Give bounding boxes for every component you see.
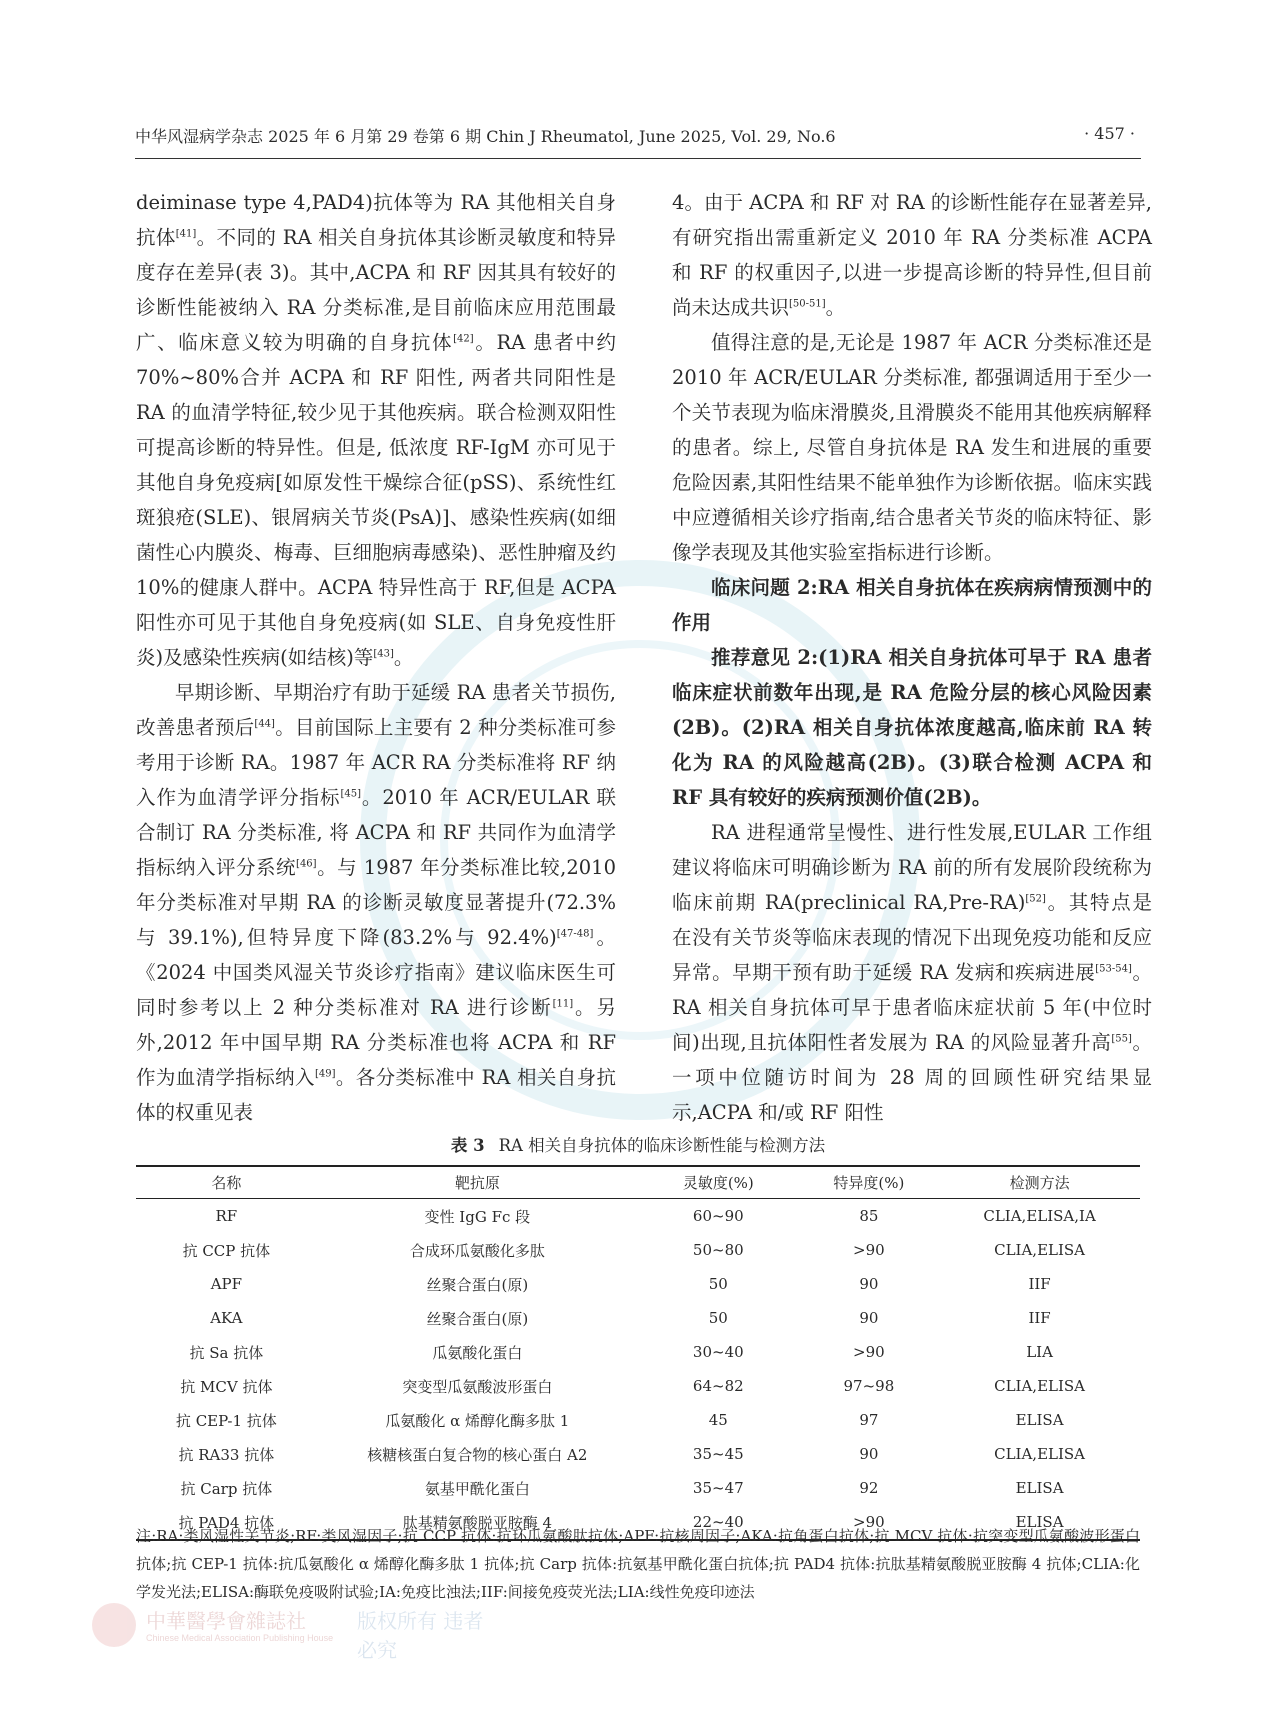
citation-ref: [53-54] xyxy=(1095,963,1132,975)
text-run: 。2010 年 ACR/EULAR 联合制订 RA 分类标准, 将 ACPA 和 RF 共同作为血清学指标纳入评分系统 xyxy=(136,786,616,879)
table-cell: RF xyxy=(215,1207,238,1225)
table-cell: 50~80 xyxy=(692,1241,744,1259)
table-cell: ELISA xyxy=(939,1505,1140,1540)
recommendation: 推荐意见 2:(1)RA 相关自身抗体可早于 RA 患者临床症状前数年出现,是 RA 危险分层的核心风险因素(2B)。(2)RA 相关自身抗体浓度越高,临床前 RA 转化为 RA 的风险越高(2B)。(3)联合检测 ACPA 和 RF 具有较好的疾病预测价值(2B)。 xyxy=(672,646,1152,809)
text-run: 。目前国际上主要有 2 种分类标准可参考用于诊断 RA。1987 年 ACR RA 分类标准将 RF 纳入作为血清学评分指标 xyxy=(136,716,616,809)
citation-ref: [50-51] xyxy=(789,298,826,310)
text-run: 。不同的 RA 相关自身抗体其诊断灵敏度和特异度存在差异(表 3)。其中,ACPA 和 RF 因其具有较好的诊断性能被纳入 RA 分类标准,是目前临床应用范围最广、临床意义较为明确的自身抗体 xyxy=(136,226,616,354)
column-header: 检测方法 xyxy=(939,1166,1140,1199)
table-cell: 丝聚合蛋白(原) xyxy=(426,1309,529,1328)
paragraph xyxy=(136,675,616,1130)
text-run: 4。由于 ACPA 和 RF 对 RA 的诊断性能存在显著差异, 有研究指出需重新定义 2010 年 RA 分类标准 ACPA 和 RF 的权重因子,以进一步提高诊断的特异性,但目前尚未达成共识 xyxy=(672,191,1152,319)
publisher-watermark xyxy=(92,1603,492,1662)
table-row xyxy=(136,1301,1140,1335)
table-cell: CLIA,ELISA xyxy=(994,1377,1086,1395)
citation-ref: [52] xyxy=(1025,893,1046,905)
table-label: 表 3 xyxy=(450,1136,485,1155)
table-cell: 64~82 xyxy=(692,1377,744,1395)
citation-ref: [42] xyxy=(453,333,474,345)
table-row xyxy=(136,1199,1140,1234)
table-caption xyxy=(136,1132,1140,1156)
table-cell: 60~90 xyxy=(692,1207,744,1225)
table-row xyxy=(136,1335,1140,1369)
citation-ref: [49] xyxy=(314,1068,336,1080)
table-cell: 22~40 xyxy=(638,1505,799,1540)
text-run: 。其特点是在没有关节炎等临床表现的情况下出现免疫功能和反应异常。早期干预有助于延缓 RA 发病和疾病进展 xyxy=(672,891,1152,984)
table-row xyxy=(136,1471,1140,1505)
table-cell: 85 xyxy=(859,1207,879,1225)
table-cell: 抗 MCV 抗体 xyxy=(180,1377,273,1396)
text-run: deiminase type 4,PAD4)抗体等为 RA 其他相关自身抗体 xyxy=(136,191,616,249)
citation-ref: [43] xyxy=(373,648,394,660)
table-cell: 35~47 xyxy=(692,1479,744,1497)
text-run: 。与 1987 年分类标准比较,2010 年分类标准对早期 RA 的诊断灵敏度显著提升(72.3%与 39.1%),但特异度下降(83.2%与 92.4%) xyxy=(136,856,616,949)
table-cell: CLIA,ELISA,IA xyxy=(983,1207,1096,1225)
table-cell: 50 xyxy=(708,1275,728,1293)
running-header xyxy=(135,118,1141,159)
citation-ref: [45] xyxy=(340,788,361,800)
table-cell: 氨基甲酰化蛋白 xyxy=(424,1479,530,1498)
left-column xyxy=(136,185,616,1130)
table-cell: 90 xyxy=(859,1275,879,1293)
table-cell: CLIA,ELISA xyxy=(994,1445,1086,1463)
clinical-question-heading: 临床问题 2:RA 相关自身抗体在疾病病情预测中的作用 xyxy=(672,576,1152,634)
table-cell: APF xyxy=(210,1275,243,1293)
table-cell: >90 xyxy=(799,1505,940,1540)
table-cell: 抗 PAD4 抗体 xyxy=(136,1505,317,1540)
table-cell: IIF xyxy=(1028,1275,1051,1293)
table-cell: 瓜氨酸化 α 烯醇化酶多肽 1 xyxy=(385,1411,570,1430)
table-row xyxy=(136,1437,1140,1471)
table-cell: ELISA xyxy=(1015,1479,1064,1497)
table-cell: 抗 Carp 抗体 xyxy=(180,1479,273,1498)
antibody-table xyxy=(136,1165,1140,1541)
paragraph xyxy=(672,185,1152,325)
table-cell: CLIA,ELISA xyxy=(994,1241,1086,1259)
table-cell: 变性 IgG Fc 段 xyxy=(424,1207,531,1226)
text-run: 。《2024 中国类风湿关节炎诊疗指南》建议临床医生可同时参考以上 2 种分类标准对 RA 进行诊断 xyxy=(136,926,616,1019)
table-row xyxy=(136,1233,1140,1267)
table-cell: 抗 CEP-1 抗体 xyxy=(175,1411,277,1430)
publisher-name: 中華醫學會雜誌社 xyxy=(146,1609,306,1633)
table-cell: 核糖核蛋白复合物的核心蛋白 A2 xyxy=(367,1445,588,1464)
table-cell: 97 xyxy=(859,1411,879,1429)
table-cell: 97~98 xyxy=(843,1377,895,1395)
table-cell: IIF xyxy=(1028,1309,1051,1327)
paragraph xyxy=(672,815,1152,1130)
table-cell: 92 xyxy=(859,1479,879,1497)
table-row xyxy=(136,1267,1140,1301)
table-cell: LIA xyxy=(1026,1343,1053,1361)
table-cell: AKA xyxy=(210,1309,243,1327)
table-cell: 突变型瓜氨酸波形蛋白 xyxy=(402,1377,553,1396)
table-cell: 瓜氨酸化蛋白 xyxy=(432,1343,523,1362)
column-header: 特异度(%) xyxy=(799,1166,940,1199)
publisher-name-en: Chinese Medical Association Publishing House xyxy=(146,1633,334,1643)
right-column xyxy=(672,185,1152,1130)
text-run: 。一项中位随访时间为 28 周的回顾性研究结果显示,ACPA 和/或 RF 阳性 xyxy=(672,1031,1152,1124)
table-cell: ELISA xyxy=(1015,1411,1064,1429)
table-cell: 90 xyxy=(859,1445,879,1463)
column-header: 靶抗原 xyxy=(317,1166,638,1199)
table-cell: 50 xyxy=(708,1309,728,1327)
paragraph: 值得注意的是,无论是 1987 年 ACR 分类标准还是 2010 年 ACR/EULAR 分类标准, 都强调适用于至少一个关节表现为临床滑膜炎,且滑膜炎不能用其他疾病解释的患者。综上, 尽管自身抗体是 RA 发生和进展的重要危险因素,其阳性结果不能单独作为诊断依据。临床实践中应遵循相关诊疗指南,结合患者关节炎的临床特征、影像学表现及其他实验室指标进行诊断。 xyxy=(672,331,1152,564)
copyright-tagline: 版权所有 违者必究 xyxy=(357,1609,484,1662)
table-cell: 45 xyxy=(708,1411,728,1429)
text-run: 。另外,2012 年中国早期 RA 分类标准也将 ACPA 和 RF 作为血清学指标纳入 xyxy=(136,996,616,1089)
table-cell: 抗 Sa 抗体 xyxy=(189,1343,264,1362)
citation-ref: [41] xyxy=(175,228,197,240)
text-run: 。 xyxy=(825,296,846,319)
table-cell: 丝聚合蛋白(原) xyxy=(426,1275,529,1294)
column-header: 灵敏度(%) xyxy=(638,1166,799,1199)
table-row xyxy=(136,1369,1140,1403)
journal-citation: 中华风湿病学杂志 2025 年 6 月第 29 卷第 6 期 Chin J Rheumatol, June 2025, Vol. 29, No.6 xyxy=(135,127,836,146)
citation-ref: [11] xyxy=(552,998,574,1010)
page-number: · 457 · xyxy=(1084,124,1135,143)
text-run: 早期诊断、早期治疗有助于延缓 RA 患者关节损伤,改善患者预后 xyxy=(136,681,616,739)
citation-ref: [55] xyxy=(1111,1033,1132,1045)
table-footnote: 注:RA:类风湿性关节炎;RF:类风湿因子;抗 CCP 抗体:抗环瓜氨酸肽抗体;APF:抗核周因子;AKA:抗角蛋白抗体;抗 MCV 抗体:抗突变型瓜氨酸波形蛋白抗体;抗 CEP-1 抗体:抗瓜氨酸化 α 烯醇化酶多肽 1 抗体;抗 Carp 抗体:抗氨基甲酰化蛋白抗体;抗 PAD4 抗体:抗肽基精氨酸脱亚胺酶 4 抗体;CLIA:化学发光法;ELISA:酶联免疫吸附试验;IA:免疫比浊法;IIF:间接免疫荧光法;LIA:线性免疫印迹法 xyxy=(136,1527,1140,1601)
text-run: RA 进程通常呈慢性、进行性发展,EULAR 工作组建议将临床可明确诊断为 RA 前的所有发展阶段统称为临床前期 RA(preclinical RA,Pre-RA) xyxy=(672,821,1152,914)
table-cell: >90 xyxy=(853,1241,885,1259)
citation-ref: [44] xyxy=(254,718,275,730)
table-cell: 肽基精氨酸脱亚胺酶 4 xyxy=(317,1505,638,1540)
text-run: 。RA 相关自身抗体可早于患者临床症状前 5 年(中位时间)出现,且抗体阳性者发展为 RA 的风险显著升高 xyxy=(672,961,1152,1054)
table-row xyxy=(136,1403,1140,1437)
citation-ref: [46] xyxy=(296,858,317,870)
table-cell: 35~45 xyxy=(692,1445,744,1463)
text-run: 。 xyxy=(393,646,414,669)
table-cell: 90 xyxy=(859,1309,879,1327)
table-cell: >90 xyxy=(853,1343,885,1361)
paragraph xyxy=(136,185,616,675)
citation-ref: [47-48] xyxy=(556,928,594,940)
cma-logo-icon xyxy=(92,1603,136,1647)
table-cell: 30~40 xyxy=(692,1343,744,1361)
table-cell: 合成环瓜氨酸化多肽 xyxy=(409,1241,545,1260)
table-header-row xyxy=(136,1166,1140,1199)
table-cell: 抗 CCP 抗体 xyxy=(182,1241,271,1260)
text-run: 。各分类标准中 RA 相关自身抗体的权重见表 xyxy=(136,1066,616,1124)
table-title: RA 相关自身抗体的临床诊断性能与检测方法 xyxy=(498,1136,826,1155)
table-cell: 抗 RA33 抗体 xyxy=(178,1445,275,1464)
column-header: 名称 xyxy=(136,1166,317,1199)
text-run: 。RA 患者中约 70%~80%合并 ACPA 和 RF 阳性, 两者共同阳性是 RA 的血清学特征,较少见于其他疾病。联合检测双阳性可提高诊断的特异性。但是, 低浓度 RF-IgM 亦可见于其他自身免疫病[如原发性干燥综合征(pSS)、系统性红斑狼疮(SLE)、银屑病关节炎(PsA)]、感染性疾病(如细菌性心内膜炎、梅毒、巨细胞病毒感染)、恶性肿瘤及约 10%的健康人群中。ACPA 特异性高于 RF,但是 ACPA 阳性亦可见于其他自身免疫病(如 SLE、自身免疫性肝炎)及感染性疾病(如结核)等 xyxy=(136,331,616,669)
